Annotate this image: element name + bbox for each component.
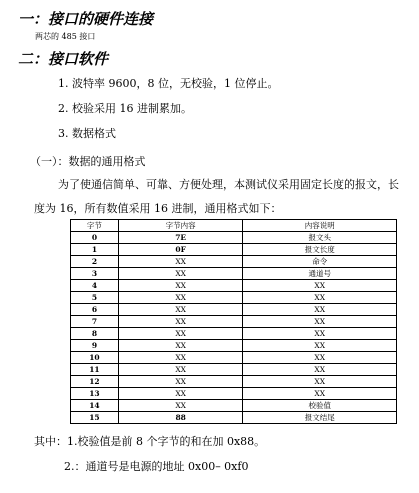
content-cell: XX [118,316,243,328]
subtext-485: 两芯的 485 接口 [35,32,96,41]
table-row [71,376,397,388]
format-table [70,219,397,424]
header-content: 字节内容 [118,220,243,232]
header-description: 内容说明 [243,220,397,232]
table-row [71,328,397,340]
description-cell: XX [243,292,397,304]
content-cell: XX [118,256,243,268]
content-cell: XX [118,400,243,412]
list-item-format: 3. 数据格式 [58,127,116,140]
byte-cell: 1 [71,244,119,256]
byte-cell: 6 [71,304,119,316]
description-cell: 报文结尾 [243,412,397,424]
paragraph-line-2: 度为 16，所有数值采用 16 进制，通用格式如下： [34,202,282,215]
content-cell: 7E [118,232,243,244]
content-cell: XX [118,304,243,316]
description-cell: XX [243,364,397,376]
table-row [71,388,397,400]
table-header-row [71,220,397,232]
description-cell: 报文长度 [243,244,397,256]
note-channel-address: 2.：通道号是电源的地址 0x00– 0xf0 [64,460,249,473]
list-item-checksum: 2. 校验采用 16 进制累加。 [58,102,192,115]
table-row [71,364,397,376]
byte-cell: 7 [71,316,119,328]
description-cell: XX [243,376,397,388]
byte-cell: 15 [71,412,119,424]
byte-cell: 14 [71,400,119,412]
byte-cell: 5 [71,292,119,304]
content-cell: XX [118,340,243,352]
table-row [71,280,397,292]
description-cell: XX [243,340,397,352]
table-row [71,232,397,244]
content-cell: XX [118,364,243,376]
description-cell: XX [243,328,397,340]
table-row [71,292,397,304]
byte-cell: 11 [71,364,119,376]
heading-software: 二：接口软件 [18,50,109,68]
paragraph-line-1: 为了使通信简单、可靠、方便处理，本测试仪采用固定长度的报文，长 [58,178,399,191]
description-cell: XX [243,352,397,364]
table-row [71,412,397,424]
table-row [71,304,397,316]
byte-cell: 8 [71,328,119,340]
content-cell: XX [118,292,243,304]
description-cell: 校验值 [243,400,397,412]
table-row [71,256,397,268]
description-cell: 通道号 [243,268,397,280]
byte-cell: 9 [71,340,119,352]
description-cell: XX [243,304,397,316]
content-cell: 0F [118,244,243,256]
content-cell: XX [118,388,243,400]
table-row [71,316,397,328]
content-cell: XX [118,328,243,340]
content-cell: 88 [118,412,243,424]
table-row [71,340,397,352]
heading-hardware: 一：接口的硬件连接 [18,10,154,28]
byte-cell: 4 [71,280,119,292]
description-cell: XX [243,388,397,400]
description-cell: 报文头 [243,232,397,244]
table-row [71,244,397,256]
content-cell: XX [118,268,243,280]
description-cell: XX [243,280,397,292]
note-checksum: 其中：1.校验值是前 8 个字节的和在加 0x88。 [34,435,266,448]
byte-cell: 12 [71,376,119,388]
byte-cell: 2 [71,256,119,268]
byte-cell: 10 [71,352,119,364]
content-cell: XX [118,352,243,364]
description-cell: XX [243,316,397,328]
table-row [71,268,397,280]
content-cell: XX [118,376,243,388]
section-title: （一）：数据的通用格式 [30,155,146,168]
byte-cell: 0 [71,232,119,244]
table-row [71,400,397,412]
table-row [71,352,397,364]
byte-cell: 3 [71,268,119,280]
list-item-baud: 1. 波特率 9600，8 位，无校验，1 位停止。 [58,77,279,90]
byte-cell: 13 [71,388,119,400]
description-cell: 命令 [243,256,397,268]
content-cell: XX [118,280,243,292]
header-byte: 字节 [71,220,119,232]
